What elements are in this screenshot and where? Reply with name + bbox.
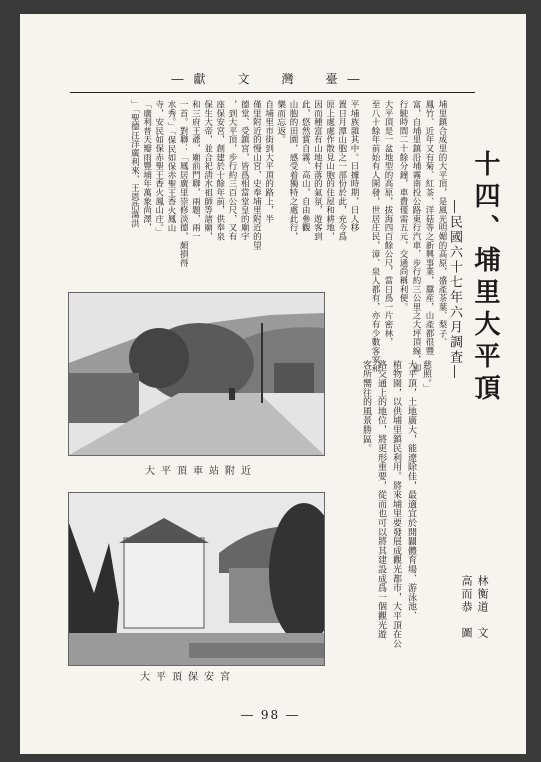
body-text-column: 寺，安民如保赤聖王香火鳳山庄。」: [153, 100, 164, 237]
page-number: ― 98 ―: [241, 708, 300, 722]
photo-baoan-temple: [68, 492, 325, 666]
body-text-column: 埔里鎮合成里的大平頂，是風光明媚的高原，盛產茶葉、梨子、: [437, 100, 447, 347]
lower-text-column: 客所嚮往的風景勝區。: [361, 360, 371, 453]
body-text-column: 平埔族雜其中。日據時期，日人移: [349, 100, 359, 232]
article-title: 十四、埔里大平頂: [470, 150, 500, 406]
photo2-caption: 大平頂保安宮: [140, 672, 236, 683]
header-rule: [70, 92, 475, 93]
lower-text-column: 路交通上的地位，將更形重要，從而也可以將其建設成爲一個觀光遊: [376, 360, 386, 639]
photo-bus-station-road: [68, 292, 325, 456]
body-text-column: 此，悠然賞自霧、高山，自由參觀: [300, 100, 311, 232]
body-text-column: 至八十餘年前始有人開發，世居庄民，漳、泉人都有，亦有少數客家和: [370, 100, 380, 373]
body-text-column: 自埔里市街到大平頂的路上，半: [263, 100, 274, 224]
body-text-column: 富，自埔里鎮沿埔霧南投公路東行汽車，步行約三公里之大坪頂線，即: [411, 100, 421, 373]
body-text-column: 」「聖德汪洋廣利來，王恩浩蕩洪: [129, 100, 140, 228]
running-header: ―獻 文 灣 臺―: [171, 72, 370, 86]
body-text-column: 座保安宮，創建於十餘年前，供奉泉: [214, 100, 225, 241]
body-text-column: 和三府王爺，廟前門聯，兩題，兩一: [190, 100, 201, 241]
body-text-column: 置日月潭山胞之一部份於此，充今爲: [336, 100, 347, 241]
body-text-column: 大平頂是一盆地型的高原，拔海四百餘公尺，當日爲一片密林，: [383, 100, 393, 347]
body-text-column: 德堂、受鎮宮，皆爲相當堂皇的廟宇: [239, 100, 250, 241]
lower-text-column: 植物園，以供埔里鎮民利用。將來埔里要發展成觀光都市，大平頂在公: [391, 360, 401, 649]
lower-text-column: 大平頂，土地廣大，能遼除佳，最適宜於開闢體育場、游泳池、: [406, 360, 416, 621]
body-text-column: 水秀。」「保民如保赤聖王香火鳳山: [166, 100, 176, 233]
body-text-column: 因而種富有山地村落的氣氛，遊客到: [312, 100, 323, 241]
article-subtitle: ―民國六十七年六月調査―: [447, 200, 462, 380]
illustrator-credit: 高而恭 圖: [460, 575, 473, 640]
body-text-column: 「廣利普天瓣雨豐埔年萬象尚澤，: [141, 100, 152, 232]
lower-text-column: 慈照。」: [421, 360, 431, 393]
photo1-caption: 大平頂車站附近: [145, 466, 257, 477]
body-text-column: 僅里附近的慢山宮，史奉埔里附近的望: [251, 100, 262, 250]
body-text-column: ，到大平頂，步行約三百公尺，又有: [227, 100, 237, 241]
body-text-column: 行駛時間二十餘分鐘，車費僅需五元，交通尚稱利便。: [398, 100, 408, 312]
author-credit: 林衡道 文: [476, 575, 489, 640]
body-text-column: 原上處處作散見山胞的住屋和耕地，: [324, 100, 335, 241]
body-text-column: 保生大帝，並合祀淸水祖師等諸廟，: [202, 100, 213, 241]
body-text-column: 鳳竹、近年又有菊、紅茶、洋菇等之新興事業，蠶産，山產都很豐: [424, 100, 434, 356]
body-text-column: 一首。對聯：「鳳居廣里崇修淡德，頗損得: [178, 100, 189, 268]
body-text-column: 樂而忘返。: [275, 100, 286, 144]
body-text-column: 山胞的田園，感受着獨特之處此行，: [288, 100, 298, 241]
